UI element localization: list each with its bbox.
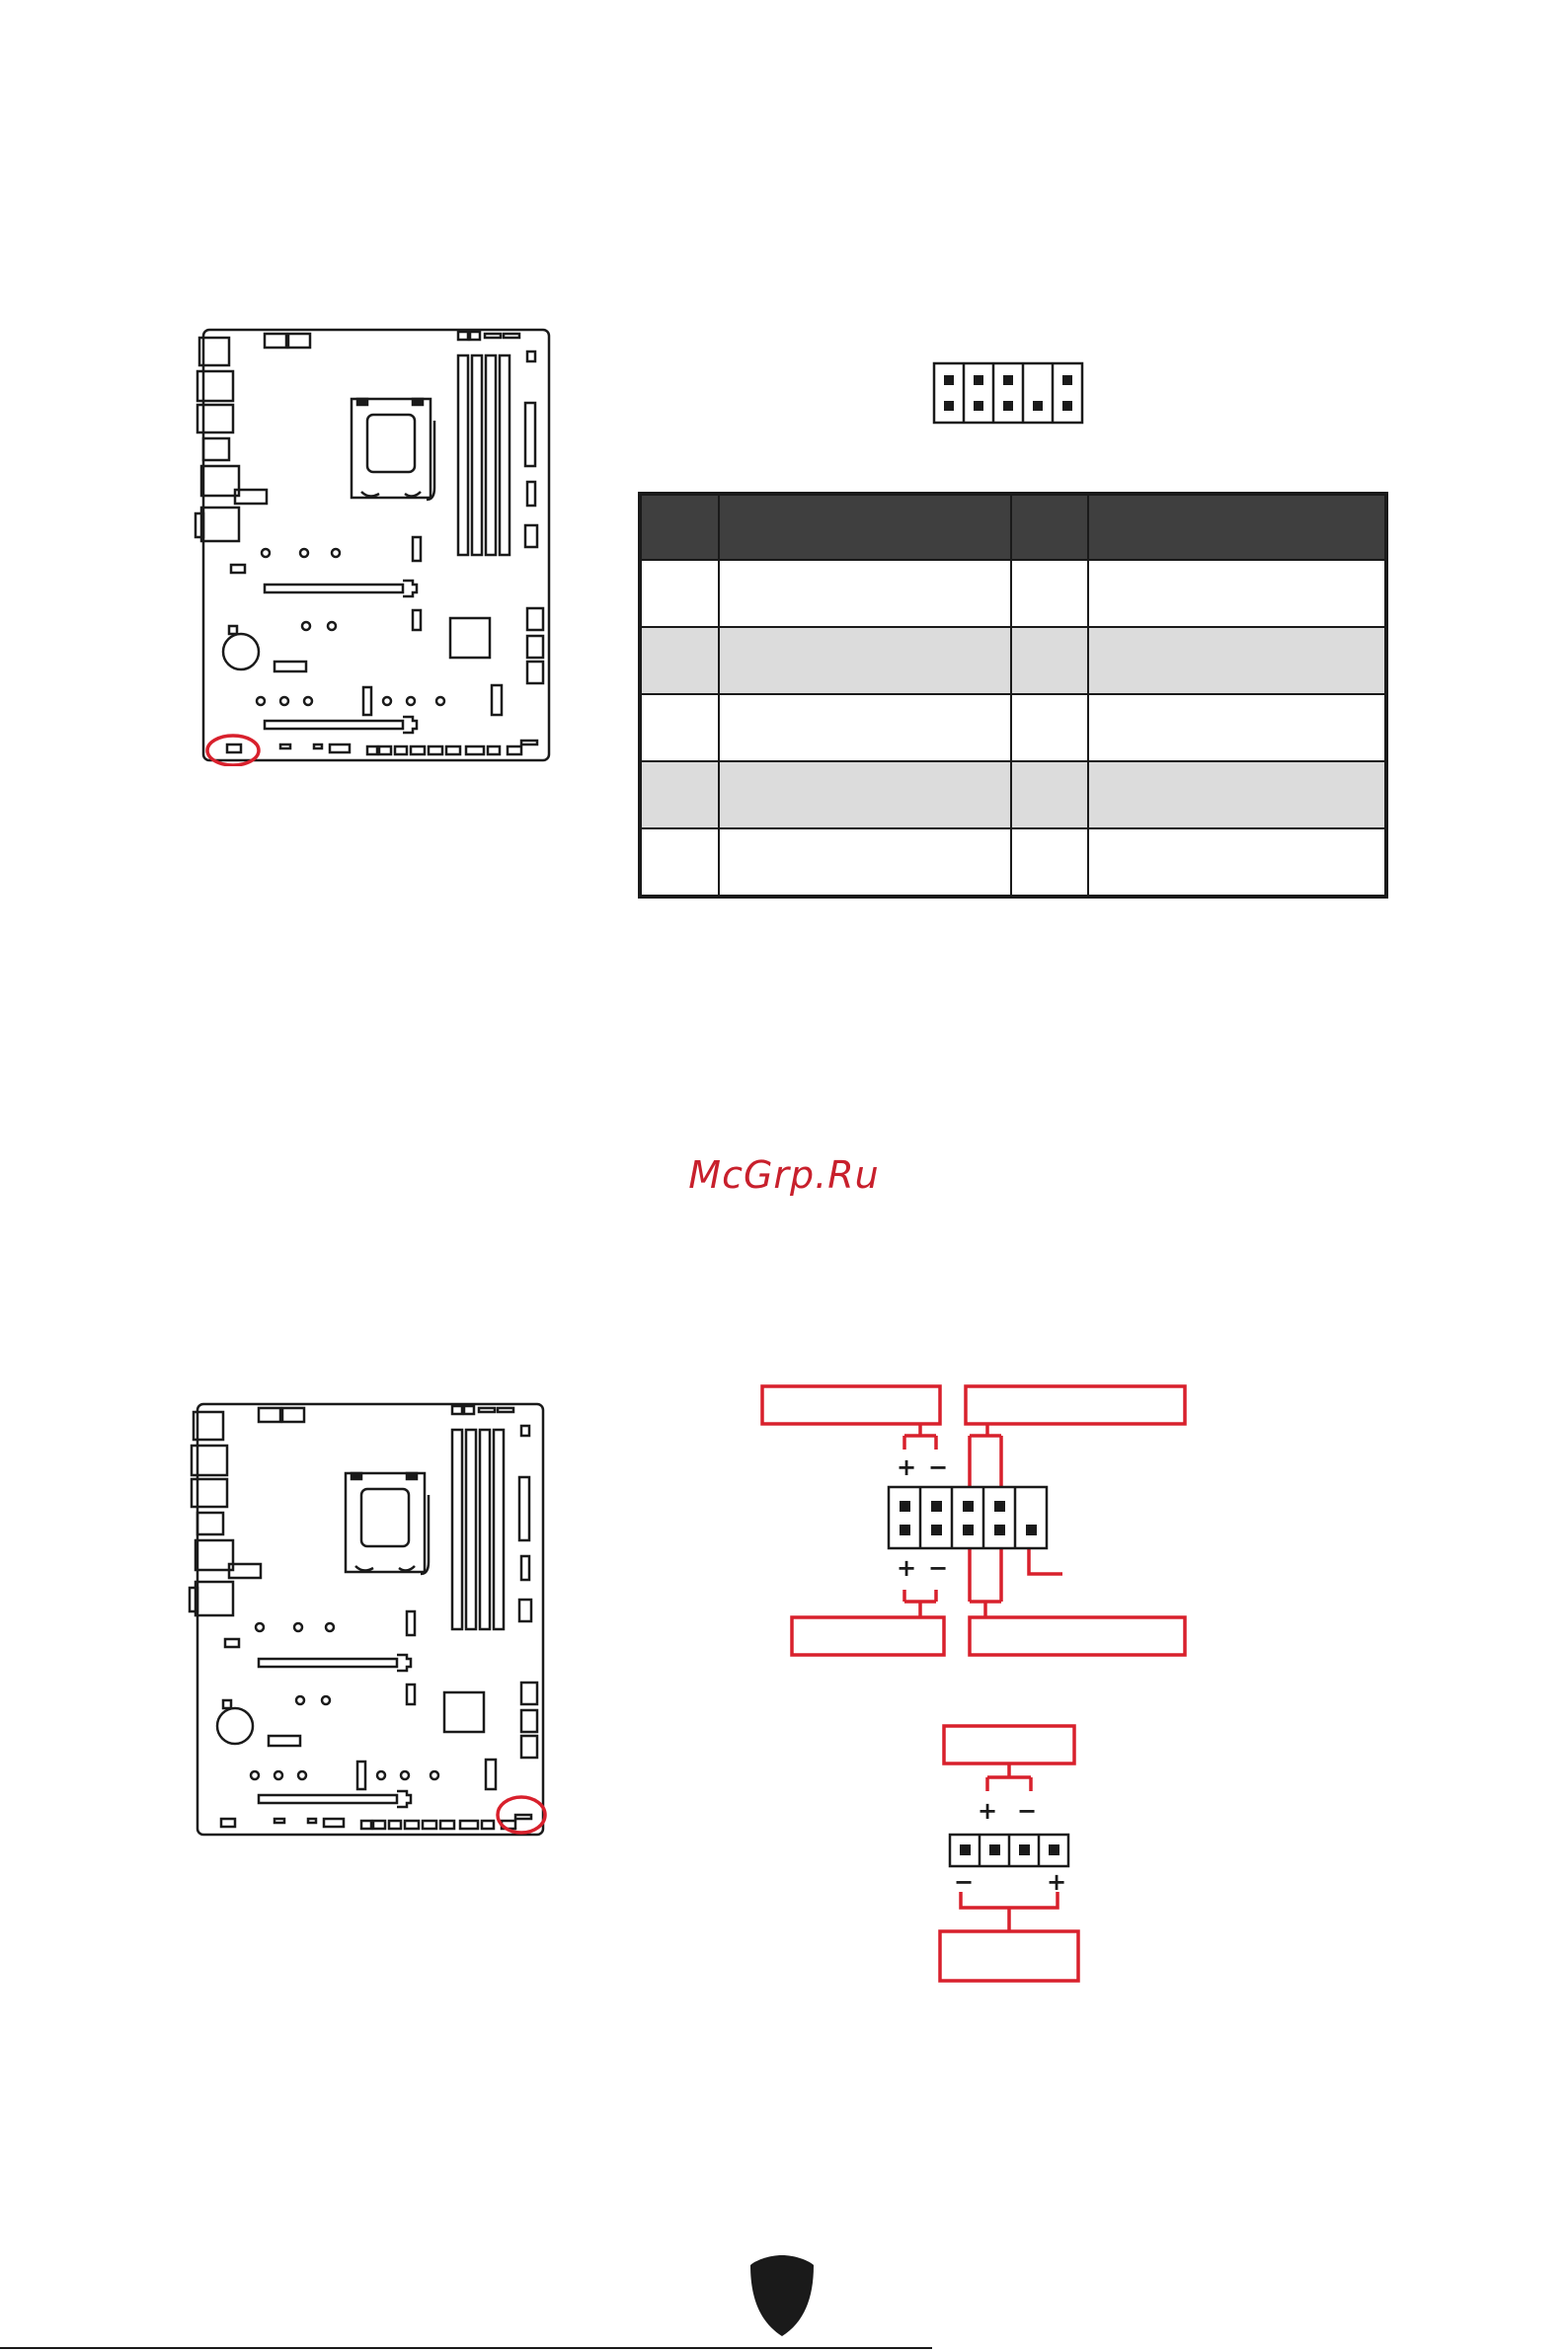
connector-pin	[944, 401, 954, 411]
header-cell	[1088, 494, 1386, 560]
table-row	[640, 627, 1386, 694]
motherboard-diagram-bottom	[188, 1396, 553, 1841]
table-cell	[1011, 627, 1088, 694]
connector-pin	[1003, 375, 1013, 385]
connector-pin	[931, 1501, 942, 1512]
connector-pinout-icon	[930, 359, 1084, 429]
connector-pin	[974, 401, 983, 411]
table-cell	[1088, 828, 1386, 897]
table-cell	[1011, 694, 1088, 761]
connector-pin	[963, 1501, 974, 1512]
header-cell	[719, 494, 1011, 560]
connector-pin	[900, 1501, 910, 1512]
table-cell	[640, 694, 719, 761]
watermark-text: McGrp.Ru	[688, 1153, 880, 1197]
bottom-rule	[0, 2347, 932, 2349]
plus-sign: +	[978, 1797, 998, 1825]
table-cell	[1011, 761, 1088, 828]
table-cell	[1011, 560, 1088, 627]
connector-body	[889, 1487, 1047, 1548]
table-cell	[719, 761, 1011, 828]
table-cell	[1088, 761, 1386, 828]
connector-pin	[994, 1501, 1005, 1512]
minus-sign: −	[954, 1868, 975, 1896]
table-row	[640, 694, 1386, 761]
table-cell	[640, 627, 719, 694]
connector-pin	[963, 1525, 974, 1535]
plus-sign: +	[897, 1453, 917, 1481]
front-panel-label-box	[970, 1617, 1185, 1655]
small-header-label-box	[940, 1931, 1078, 1981]
table-cell	[1011, 828, 1088, 897]
table-cell	[1088, 560, 1386, 627]
minus-sign: −	[928, 1554, 949, 1582]
table-cell	[719, 828, 1011, 897]
connector-pin	[1033, 401, 1043, 411]
front-panel-label-box	[966, 1386, 1185, 1424]
table-cell	[640, 560, 719, 627]
plus-sign: +	[1047, 1868, 1067, 1896]
table-cell	[640, 761, 719, 828]
connector-pin	[931, 1525, 942, 1535]
front-panel-connector-diagram	[750, 1378, 1205, 1675]
connector-pin	[1062, 401, 1072, 411]
table-cell	[640, 828, 719, 897]
table-row	[640, 560, 1386, 627]
connector-pin	[1062, 375, 1072, 385]
shield-logo-icon	[746, 2251, 818, 2338]
table-cell	[719, 694, 1011, 761]
table-cell	[719, 560, 1011, 627]
front-panel-label-box	[762, 1386, 940, 1424]
pin-definition-table	[638, 492, 1388, 899]
connector-pin	[1026, 1525, 1037, 1535]
small-header-label-box	[944, 1726, 1074, 1764]
small-header-diagram	[918, 1718, 1116, 1995]
table-header-row	[640, 494, 1386, 560]
front-panel-label-box	[792, 1617, 944, 1655]
table-cell	[1088, 694, 1386, 761]
connector-pin	[994, 1525, 1005, 1535]
connector-pin	[974, 375, 983, 385]
header-cell	[1011, 494, 1088, 560]
motherboard-diagram-top	[194, 322, 559, 766]
connector-pin	[1003, 401, 1013, 411]
minus-sign: −	[928, 1453, 949, 1481]
connector-pin	[900, 1525, 910, 1535]
table-cell	[1088, 627, 1386, 694]
connector-pin	[944, 375, 954, 385]
table-cell	[719, 627, 1011, 694]
table-row	[640, 761, 1386, 828]
header-cell	[640, 494, 719, 560]
connector-body	[934, 363, 1082, 423]
plus-sign: +	[897, 1554, 917, 1582]
minus-sign: −	[1017, 1797, 1038, 1825]
table-row	[640, 828, 1386, 897]
